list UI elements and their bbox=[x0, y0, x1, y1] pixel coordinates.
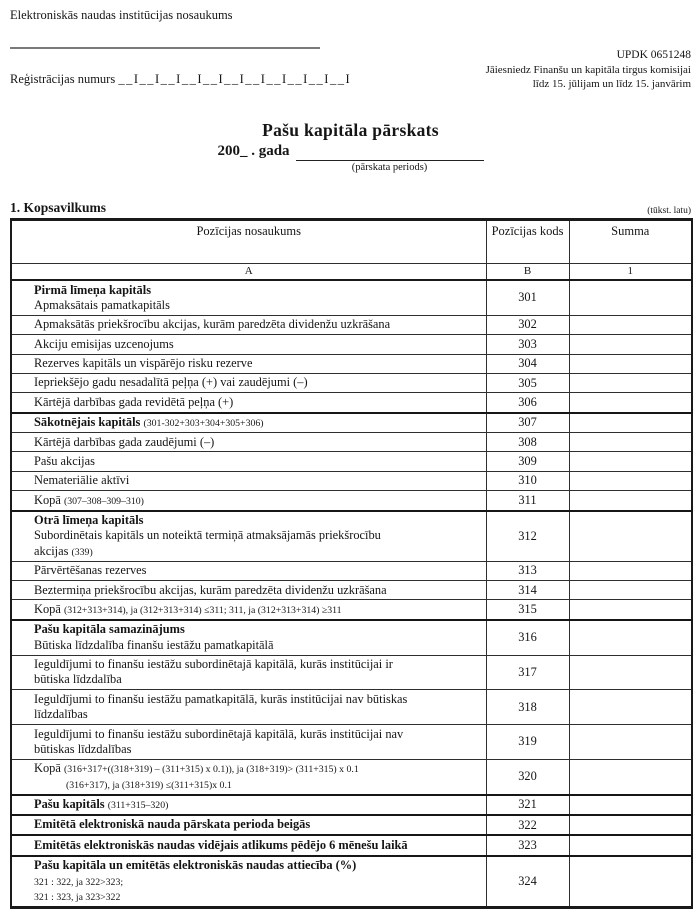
row-position-code: 309 bbox=[486, 452, 569, 471]
row-sum-value bbox=[569, 690, 692, 725]
table-row bbox=[11, 471, 692, 490]
position-name-text: Pašu akcijas bbox=[34, 453, 95, 468]
row-sum-value bbox=[569, 491, 692, 511]
table-row bbox=[11, 815, 692, 835]
row-position-code: 320 bbox=[486, 759, 569, 794]
formula-text: (316+317+((318+319) – (311+315) x 0.1)), ja (318+319)> (311+315) x 0.1 bbox=[63, 764, 359, 776]
row-position-name bbox=[11, 600, 486, 620]
col-letter-a: A bbox=[11, 264, 486, 281]
table-row bbox=[11, 655, 692, 690]
table-letters-row bbox=[11, 264, 692, 281]
row-sum-value bbox=[569, 280, 692, 315]
report-period-row bbox=[10, 143, 691, 173]
position-name-line bbox=[34, 761, 482, 776]
row-position-code: 313 bbox=[486, 561, 569, 580]
table-row bbox=[11, 725, 692, 760]
position-name-text: Nemateriālie aktīvi bbox=[34, 473, 130, 488]
col-header-position-code: Pozīcijas kods bbox=[486, 220, 569, 264]
row-position-code: 303 bbox=[486, 335, 569, 354]
row-position-code: 312 bbox=[486, 511, 569, 562]
formula-text: (311+315–320) bbox=[107, 800, 169, 811]
row-sum-value bbox=[569, 655, 692, 690]
position-name-line bbox=[34, 473, 482, 488]
row-position-code: 304 bbox=[486, 354, 569, 373]
table-row bbox=[11, 373, 692, 392]
position-name-text: Subordinētais kapitāls un noteiktā termiņā atmaksājamās priekšrocību bbox=[34, 528, 381, 543]
table-row bbox=[11, 433, 692, 452]
position-name-text: Beztermiņa priekšrocību akcijas, kurām paredzēta dividenžu uzkrāšana bbox=[34, 582, 387, 597]
position-name-line bbox=[34, 395, 482, 410]
row-position-name bbox=[11, 433, 486, 452]
submission-note-line1: Jāiesniedz Finanšu un kapitāla tirgus komisijai bbox=[485, 63, 691, 76]
summary-table bbox=[10, 218, 693, 909]
row-position-code: 311 bbox=[486, 491, 569, 511]
row-sum-value bbox=[569, 835, 692, 855]
row-position-name bbox=[11, 620, 486, 655]
row-position-name bbox=[11, 561, 486, 580]
row-position-code: 310 bbox=[486, 471, 569, 490]
row-position-name bbox=[11, 491, 486, 511]
position-name-text: Pirmā līmeņa kapitāls bbox=[34, 282, 152, 297]
position-name-line bbox=[34, 638, 482, 653]
row-sum-value bbox=[569, 433, 692, 452]
table-row bbox=[11, 491, 692, 511]
row-position-code: 301 bbox=[486, 280, 569, 315]
row-position-code: 319 bbox=[486, 725, 569, 760]
row-position-code: 315 bbox=[486, 600, 569, 620]
institution-name-label: Elektroniskās naudas institūcijas nosaukums bbox=[10, 8, 233, 22]
row-position-name bbox=[11, 373, 486, 392]
row-position-code: 323 bbox=[486, 835, 569, 855]
row-position-name bbox=[11, 581, 486, 600]
row-sum-value bbox=[569, 413, 692, 433]
row-position-name bbox=[11, 471, 486, 490]
registration-number-field: __I__I__I__I__I__I__I__I__I__I__I bbox=[118, 72, 352, 86]
position-name-text: Pārvērtēšanas rezerves bbox=[34, 563, 147, 578]
position-name-line bbox=[34, 513, 482, 528]
table-row bbox=[11, 354, 692, 373]
col-letter-1: 1 bbox=[569, 264, 692, 281]
row-position-code: 318 bbox=[486, 690, 569, 725]
position-name-text: Emitētā elektroniskā nauda pārskata perioda beigās bbox=[34, 817, 311, 832]
position-name-line bbox=[34, 298, 482, 313]
position-name-text: Apmaksātās priekšrocību akcijas, kurām paredzēta dividenžu uzkrāšana bbox=[34, 317, 391, 332]
summary-table-body bbox=[11, 280, 692, 907]
row-sum-value bbox=[569, 471, 692, 490]
position-name-line bbox=[34, 493, 482, 508]
row-position-name bbox=[11, 354, 486, 373]
table-row bbox=[11, 835, 692, 855]
updk-code: UPDK 0651248 bbox=[616, 49, 691, 61]
row-position-name bbox=[11, 413, 486, 433]
position-name-line bbox=[34, 375, 482, 390]
table-row bbox=[11, 561, 692, 580]
row-position-name bbox=[11, 655, 486, 690]
table-row bbox=[11, 335, 692, 354]
table-row bbox=[11, 600, 692, 620]
position-name-line bbox=[34, 544, 482, 559]
row-sum-value bbox=[569, 315, 692, 334]
row-sum-value bbox=[569, 561, 692, 580]
row-position-name bbox=[11, 815, 486, 835]
row-position-name bbox=[11, 511, 486, 562]
period-field bbox=[296, 143, 484, 161]
row-position-code: 321 bbox=[486, 795, 569, 815]
document-title: Pašu kapitāla pārskats bbox=[262, 120, 439, 140]
position-name-line bbox=[34, 563, 482, 578]
position-name-text: būtiska līdzdalība bbox=[34, 672, 122, 687]
position-name-line bbox=[34, 622, 482, 637]
formula-text: (316+317), ja (318+319) ≤(311+315)x 0.1 bbox=[66, 779, 232, 791]
year-prefix: 200_ . gada bbox=[217, 143, 290, 159]
row-sum-value bbox=[569, 620, 692, 655]
row-position-name bbox=[11, 835, 486, 855]
row-position-code: 308 bbox=[486, 433, 569, 452]
position-name-text: Akciju emisijas uzcenojums bbox=[34, 336, 174, 351]
row-sum-value bbox=[569, 511, 692, 562]
position-name-text: Kārtējā darbības gada zaudējumi (–) bbox=[34, 434, 215, 449]
position-name-line bbox=[34, 797, 482, 812]
position-name-text: akcijas bbox=[34, 543, 72, 558]
row-position-name bbox=[11, 856, 486, 908]
section-head bbox=[10, 200, 691, 216]
position-name-text: Sākotnējais kapitāls bbox=[34, 415, 144, 430]
formula-text: (312+313+314), ja (312+313+314) ≤311; 311, ja (312+313+314) ≥311 bbox=[63, 604, 342, 616]
position-name-text: Rezerves kapitāls un vispārējo risku rezerve bbox=[34, 356, 253, 370]
position-name-line bbox=[34, 317, 482, 332]
row-position-name bbox=[11, 393, 486, 413]
position-name-line bbox=[34, 707, 482, 722]
row-sum-value bbox=[569, 335, 692, 354]
row-sum-value bbox=[569, 759, 692, 794]
row-position-name bbox=[11, 280, 486, 315]
table-row bbox=[11, 413, 692, 433]
row-position-code: 322 bbox=[486, 815, 569, 835]
table-row bbox=[11, 280, 692, 315]
row-position-name bbox=[11, 335, 486, 354]
col-header-position-name: Pozīcijas nosaukums bbox=[11, 220, 486, 264]
row-sum-value bbox=[569, 795, 692, 815]
title-block bbox=[10, 120, 691, 173]
row-sum-value bbox=[569, 393, 692, 413]
position-name-line bbox=[34, 777, 482, 792]
position-name-line bbox=[34, 692, 482, 707]
row-position-name bbox=[11, 452, 486, 471]
row-position-name bbox=[11, 690, 486, 725]
registration-number-label: Reģistrācijas numurs bbox=[10, 72, 116, 86]
table-row bbox=[11, 856, 692, 908]
row-position-code: 307 bbox=[486, 413, 569, 433]
position-name-text: būtiskas līdzdalības bbox=[34, 741, 132, 756]
position-name-text: Ieguldījumi to finanšu iestāžu pamatkapitālā, kurās institūcijai nav būtiskas bbox=[34, 691, 408, 706]
row-sum-value bbox=[569, 452, 692, 471]
row-sum-value bbox=[569, 815, 692, 835]
position-name-text: Pašu kapitāla samazinājums bbox=[34, 622, 185, 637]
table-header-row bbox=[11, 220, 692, 264]
institution-name-field bbox=[10, 47, 320, 49]
position-name-line bbox=[34, 657, 482, 672]
formula-text: (307–308–309–310) bbox=[63, 495, 144, 507]
col-letter-b: B bbox=[486, 264, 569, 281]
position-name-text: Kārtējā darbības gada revidētā peļņa (+) bbox=[34, 394, 234, 409]
row-position-name bbox=[11, 315, 486, 334]
position-name-line bbox=[34, 602, 482, 617]
position-name-text: Būtiska līdzdalība finanšu iestāžu pamatkapitālā bbox=[34, 637, 274, 652]
row-position-code: 314 bbox=[486, 581, 569, 600]
row-position-code: 302 bbox=[486, 315, 569, 334]
position-name-line bbox=[34, 874, 482, 889]
row-sum-value bbox=[569, 373, 692, 392]
table-row bbox=[11, 393, 692, 413]
row-sum-value bbox=[569, 600, 692, 620]
position-name-line bbox=[34, 817, 482, 832]
position-name-text: Ieguldījumi to finanšu iestāžu subordinētajā kapitālā, kurās institūcijai ir bbox=[34, 657, 393, 671]
table-row bbox=[11, 620, 692, 655]
table-row bbox=[11, 511, 692, 562]
formula-text: 321 : 322, ja 322>323; bbox=[34, 876, 124, 888]
position-name-line bbox=[34, 283, 482, 298]
row-position-name bbox=[11, 725, 486, 760]
row-position-code: 324 bbox=[486, 856, 569, 908]
position-name-text: Kopā bbox=[34, 492, 64, 507]
position-name-line bbox=[34, 889, 482, 904]
formula-text: 321 : 323, ja 323>322 bbox=[34, 891, 121, 903]
row-position-code: 305 bbox=[486, 373, 569, 392]
row-sum-value bbox=[569, 581, 692, 600]
submission-note-line2: līdz 15. jūlijam un līdz 15. janvārim bbox=[532, 78, 691, 91]
position-name-line bbox=[34, 727, 482, 742]
row-position-name bbox=[11, 759, 486, 794]
table-row bbox=[11, 795, 692, 815]
period-caption: (pārskata periods) bbox=[351, 162, 428, 173]
submission-info-block bbox=[486, 48, 691, 92]
position-name-text: Pašu kapitāla un emitētās elektroniskās naudas attiecība (%) bbox=[34, 858, 357, 873]
position-name-text: Ieguldījumi to finanšu iestāžu subordinētajā kapitālā, kurās institūcijai nav bbox=[34, 726, 404, 741]
formula-text: (339) bbox=[71, 546, 93, 558]
units-label: (tūkst. latu) bbox=[647, 206, 691, 216]
position-name-text: līdzdalības bbox=[34, 707, 88, 722]
row-position-name bbox=[11, 795, 486, 815]
position-name-line bbox=[34, 583, 482, 598]
row-position-code: 306 bbox=[486, 393, 569, 413]
table-row bbox=[11, 690, 692, 725]
table-row bbox=[11, 581, 692, 600]
table-row bbox=[11, 452, 692, 471]
position-name-text: Emitētās elektroniskās naudas vidējais atlikums pēdējo 6 mēnešu laikā bbox=[34, 837, 408, 852]
position-name-line bbox=[34, 528, 482, 543]
position-name-line bbox=[34, 454, 482, 469]
position-name-text: Iepriekšējo gadu nesadalītā peļņa (+) vai zaudējumi (–) bbox=[34, 375, 308, 390]
formula-text: (301-302+303+304+305+306) bbox=[143, 418, 264, 430]
position-name-text: Kopā bbox=[34, 761, 64, 776]
position-name-text: Pašu kapitāls bbox=[34, 797, 108, 811]
position-name-line bbox=[34, 858, 482, 873]
position-name-text: Otrā līmeņa kapitāls bbox=[34, 513, 144, 527]
row-sum-value bbox=[569, 856, 692, 908]
row-position-code: 317 bbox=[486, 655, 569, 690]
table-row bbox=[11, 759, 692, 794]
period-field-wrap bbox=[296, 143, 484, 173]
row-sum-value bbox=[569, 354, 692, 373]
position-name-text: Apmaksātais pamatkapitāls bbox=[34, 297, 170, 312]
position-name-line bbox=[34, 337, 482, 352]
position-name-line bbox=[34, 435, 482, 450]
table-row bbox=[11, 315, 692, 334]
position-name-line bbox=[34, 838, 482, 853]
position-name-line bbox=[34, 356, 482, 371]
row-position-code: 316 bbox=[486, 620, 569, 655]
col-header-sum: Summa bbox=[569, 220, 692, 264]
section-title: 1. Kopsavilkums bbox=[10, 200, 107, 215]
position-name-line bbox=[34, 742, 482, 757]
row-sum-value bbox=[569, 725, 692, 760]
position-name-line bbox=[34, 672, 482, 687]
position-name-text: Kopā bbox=[34, 601, 64, 616]
position-name-line bbox=[34, 415, 482, 430]
